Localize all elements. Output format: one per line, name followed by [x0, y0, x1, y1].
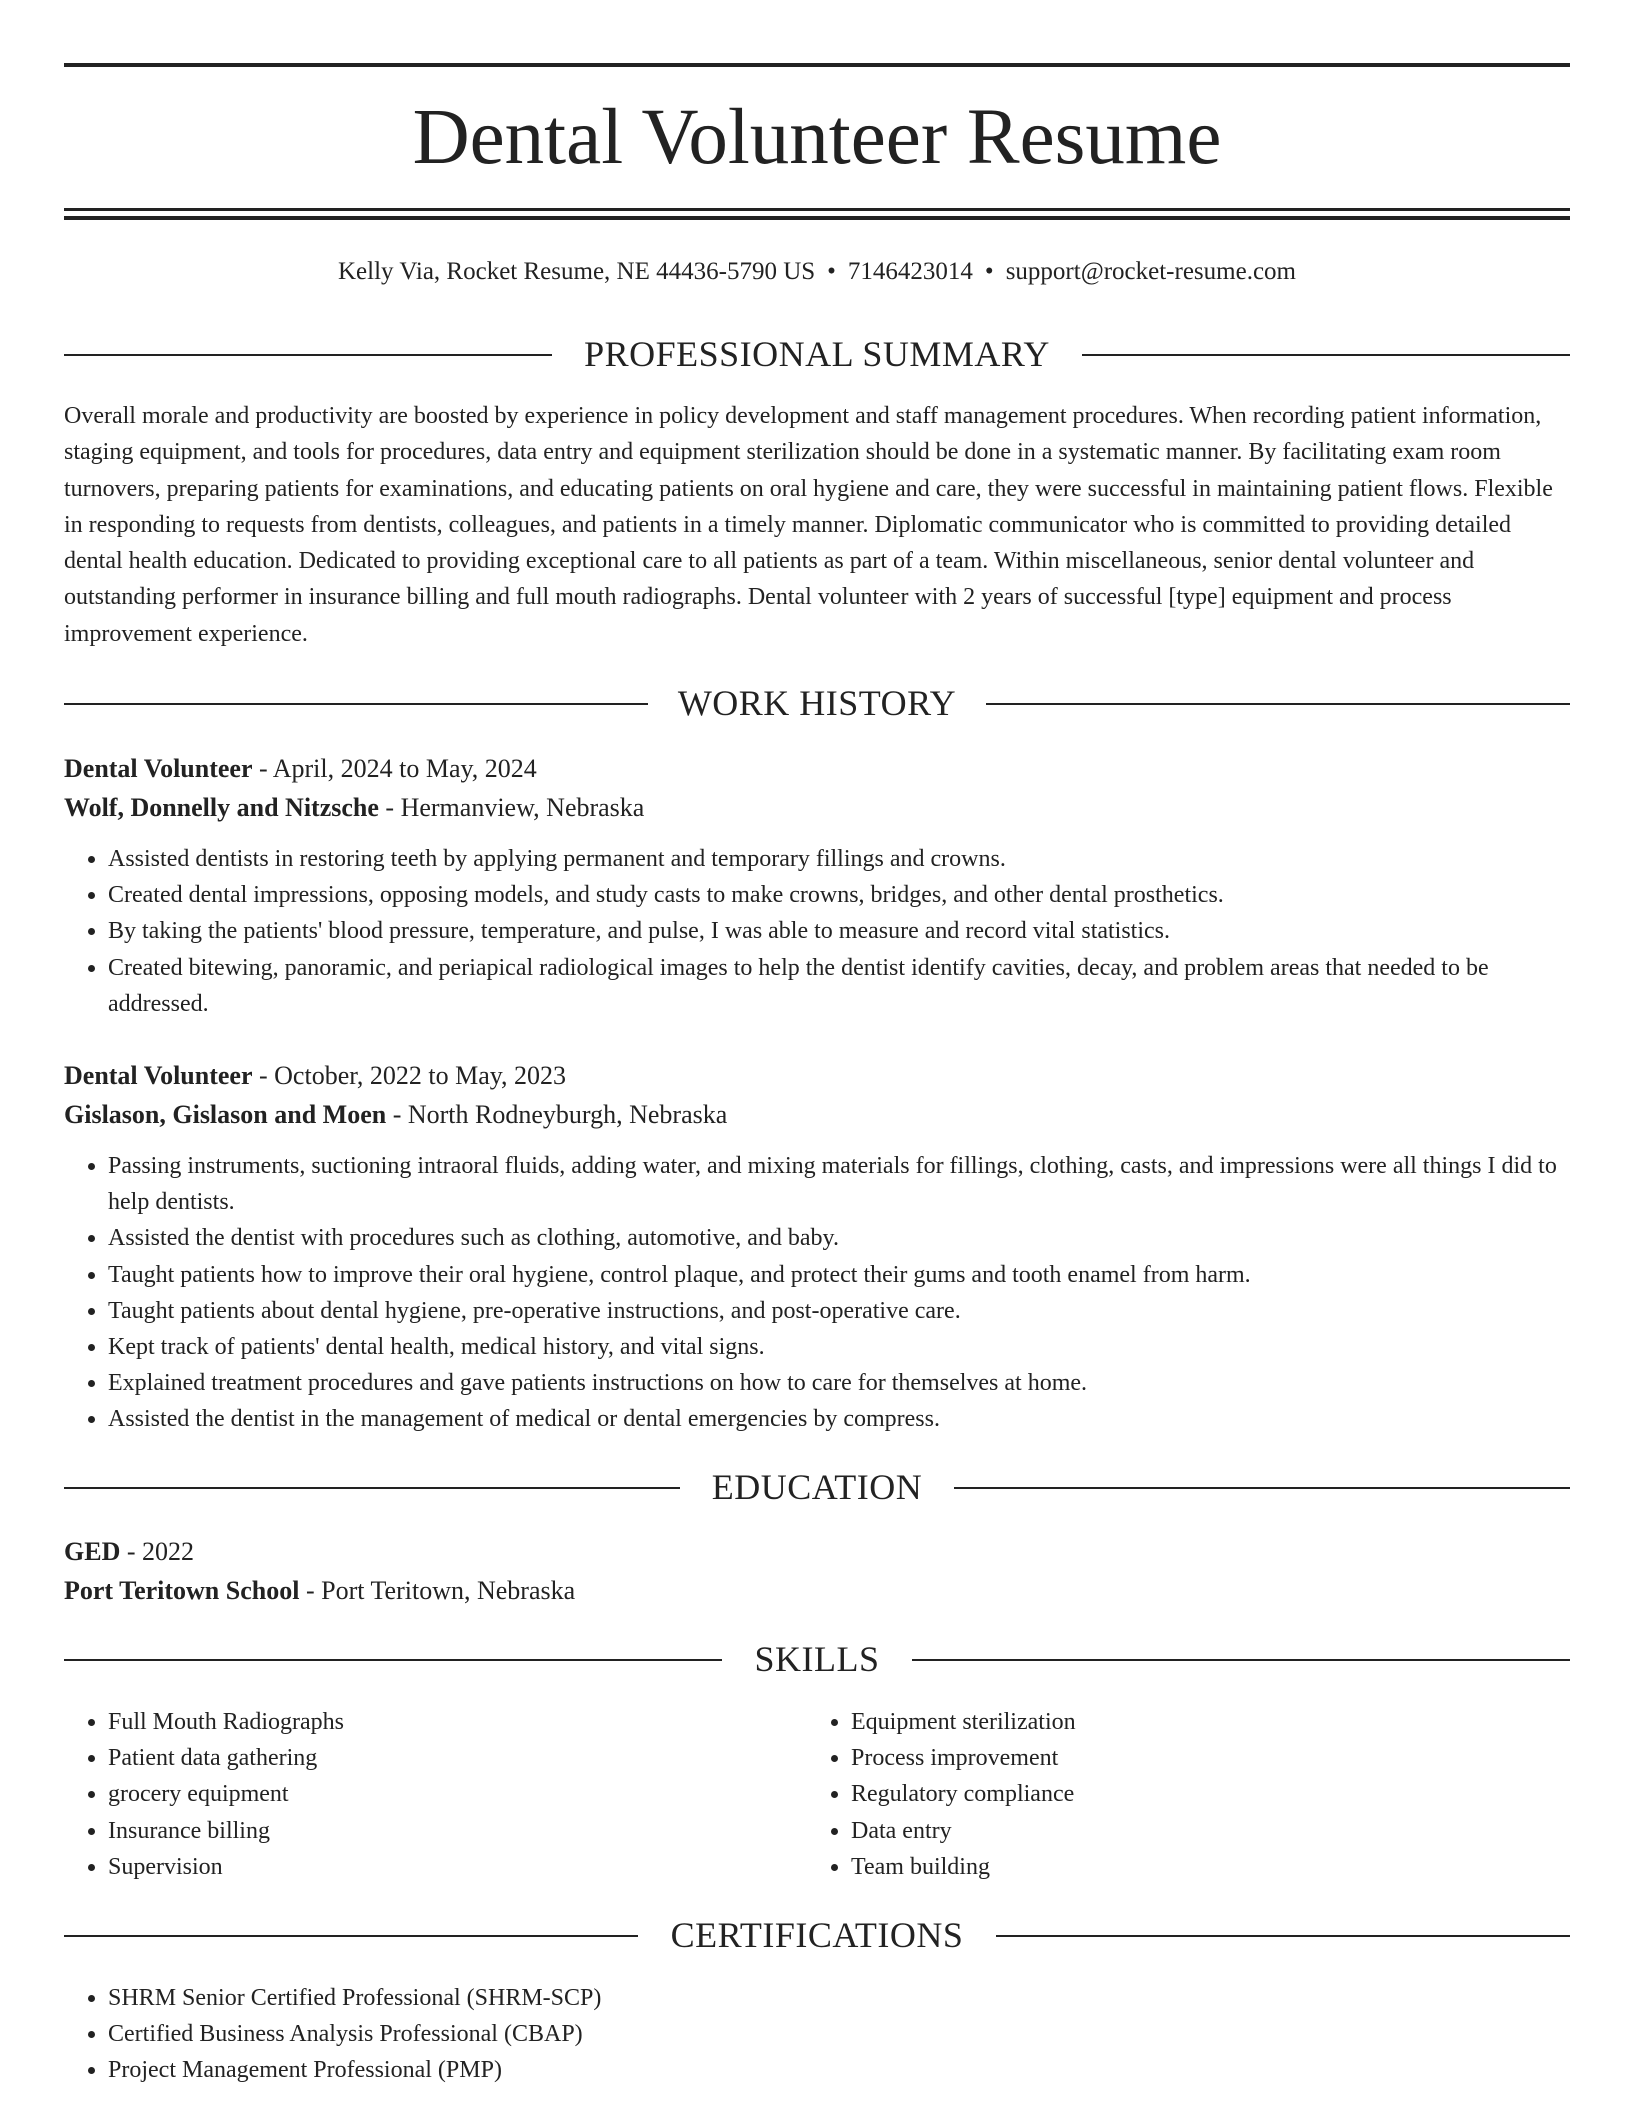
- contact-address: Kelly Via, Rocket Resume, NE 44436-5790 US: [338, 258, 816, 285]
- degree: GED: [64, 1537, 121, 1566]
- job-title-line: [64, 749, 1570, 788]
- certification-item: • Project Management Professional (PMP): [108, 2052, 1570, 2088]
- section-title: CERTIFICATIONS: [670, 1915, 964, 1955]
- school-line: [64, 1571, 1570, 1610]
- skill-item: • Regulatory compliance: [851, 1776, 1507, 1812]
- contact-email: support@rocket-resume.com: [1005, 258, 1296, 285]
- professional-summary-text: Overall morale and productivity are boosted by experience in policy development and staff management procedures. When recording patient information, staging equipment, and tools for procedures, data entry and equipment sterilization should be done in a systematic manner. By facilitating exam room turnovers, preparing patients for examinations, and educating patients on oral hygiene and care, they were successful in maintaining patient flows. Flexible in responding to requests from dentists, colleagues, and patients in a timely manner. Diplomatic communicator who is committed to providing detailed dental health education. Dedicated to providing exceptional care to all patients as part of a team. Within miscellaneous, senior dental volunteer and outstanding performer in insurance billing and full mouth radiographs. Dental volunteer with 2 years of successful [type] equipment and process improvement experience.: [64, 403, 1553, 647]
- job-company-line: [64, 788, 1570, 827]
- contact-separator: •: [984, 258, 994, 285]
- skill-item: • grocery equipment: [108, 1776, 764, 1812]
- certifications-list: [64, 1980, 1570, 2089]
- heading-rule-right: [1082, 354, 1570, 356]
- job-dates: - October, 2022 to May, 2023: [252, 1061, 567, 1090]
- resume-title: Dental Volunteer Resume: [412, 94, 1222, 181]
- list-item: • Explained treatment procedures and gave patients instructions on how to care for themselves at home.: [108, 1365, 1570, 1401]
- contact-phone: 7146423014: [847, 258, 973, 285]
- contact-line: [64, 254, 1570, 290]
- skill-item: • Supervision: [108, 1849, 764, 1885]
- job-title-line: [64, 1056, 1570, 1095]
- school-name: Port Teritown School: [64, 1576, 300, 1605]
- heading-rule-right: [912, 1659, 1570, 1661]
- job-company-line: [64, 1095, 1570, 1134]
- job-entry: [64, 749, 1570, 1022]
- job-location: - North Rodneyburgh, Nebraska: [386, 1100, 728, 1129]
- list-item: • Assisted the dentist with procedures such as clothing, automotive, and baby.: [108, 1220, 1570, 1256]
- section-heading-certifications: [64, 1913, 1570, 1957]
- job-title: Dental Volunteer: [64, 754, 253, 783]
- job-company: Gislason, Gislason and Moen: [64, 1100, 387, 1129]
- certification-item: • Certified Business Analysis Professional (CBAP): [108, 2016, 1570, 2052]
- heading-rule-right: [996, 1935, 1570, 1937]
- job-duties-list: [64, 841, 1570, 1022]
- skill-item: • Patient data gathering: [108, 1740, 764, 1776]
- skills-list: [64, 1704, 764, 1885]
- list-item: • Kept track of patients' dental health, medical history, and vital signs.: [108, 1329, 1570, 1365]
- section-title: SKILLS: [754, 1639, 880, 1679]
- list-item: • Assisted dentists in restoring teeth by applying permanent and temporary fillings and crowns.: [108, 841, 1570, 877]
- school-location: - Port Teritown, Nebraska: [299, 1576, 576, 1605]
- section-heading-education: [64, 1465, 1570, 1509]
- certification-item: • SHRM Senior Certified Professional (SHRM-SCP): [108, 1980, 1570, 2016]
- section-heading-work-history: [64, 681, 1570, 725]
- list-item: • Assisted the dentist in the management of medical or dental emergencies by compress.: [108, 1401, 1570, 1437]
- certifications-block: [64, 1980, 1570, 2089]
- section-heading-summary: [64, 332, 1570, 376]
- job-dates: - April, 2024 to May, 2024: [252, 754, 537, 783]
- skill-item: • Team building: [851, 1849, 1507, 1885]
- job-location: - Hermanview, Nebraska: [378, 793, 645, 822]
- education-entry: [64, 1532, 1570, 1610]
- skills-column-left: [64, 1704, 764, 1885]
- section-heading-skills: [64, 1637, 1570, 1681]
- skill-item: • Insurance billing: [108, 1813, 764, 1849]
- contact-separator: •: [827, 258, 836, 285]
- skill-item: • Full Mouth Radiographs: [108, 1704, 764, 1740]
- job-company: Wolf, Donnelly and Nitzsche: [64, 793, 379, 822]
- list-item: • By taking the patients' blood pressure, temperature, and pulse, I was able to measure and record vital statistics.: [108, 913, 1570, 949]
- list-item: • Created bitewing, panoramic, and periapical radiological images to help the dentist identify cavities, decay, and problem areas that needed to be addressed.: [108, 950, 1570, 1022]
- graduation-year: - 2022: [120, 1537, 195, 1566]
- title-double-rule: [64, 208, 1570, 220]
- heading-rule-right: [954, 1487, 1570, 1489]
- degree-line: [64, 1532, 1570, 1571]
- list-item: • Passing instruments, suctioning intraoral fluids, adding water, and mixing materials for fillings, clothing, casts, and impressions were all things I did to help dentists.: [108, 1148, 1570, 1220]
- top-rule: [64, 63, 1570, 67]
- section-title: WORK HISTORY: [677, 683, 957, 723]
- skill-item: • Equipment sterilization: [851, 1704, 1507, 1740]
- skill-item: • Process improvement: [851, 1740, 1507, 1776]
- skill-item: • Data entry: [851, 1813, 1507, 1849]
- skills-column-right: [807, 1704, 1507, 1885]
- list-item: • Created dental impressions, opposing models, and study casts to make crowns, bridges, and other dental prosthetics.: [108, 877, 1570, 913]
- list-item: • Taught patients how to improve their oral hygiene, control plaque, and protect their gums and tooth enamel from harm.: [108, 1257, 1570, 1293]
- heading-rule-right: [986, 703, 1570, 705]
- list-item: • Taught patients about dental hygiene, pre-operative instructions, and post-operative care.: [108, 1293, 1570, 1329]
- section-title: PROFESSIONAL SUMMARY: [584, 334, 1050, 374]
- skills-list: [807, 1704, 1507, 1885]
- section-title: EDUCATION: [711, 1467, 923, 1507]
- job-duties-list: [64, 1148, 1570, 1438]
- job-entry: [64, 1056, 1570, 1438]
- job-title: Dental Volunteer: [64, 1061, 253, 1090]
